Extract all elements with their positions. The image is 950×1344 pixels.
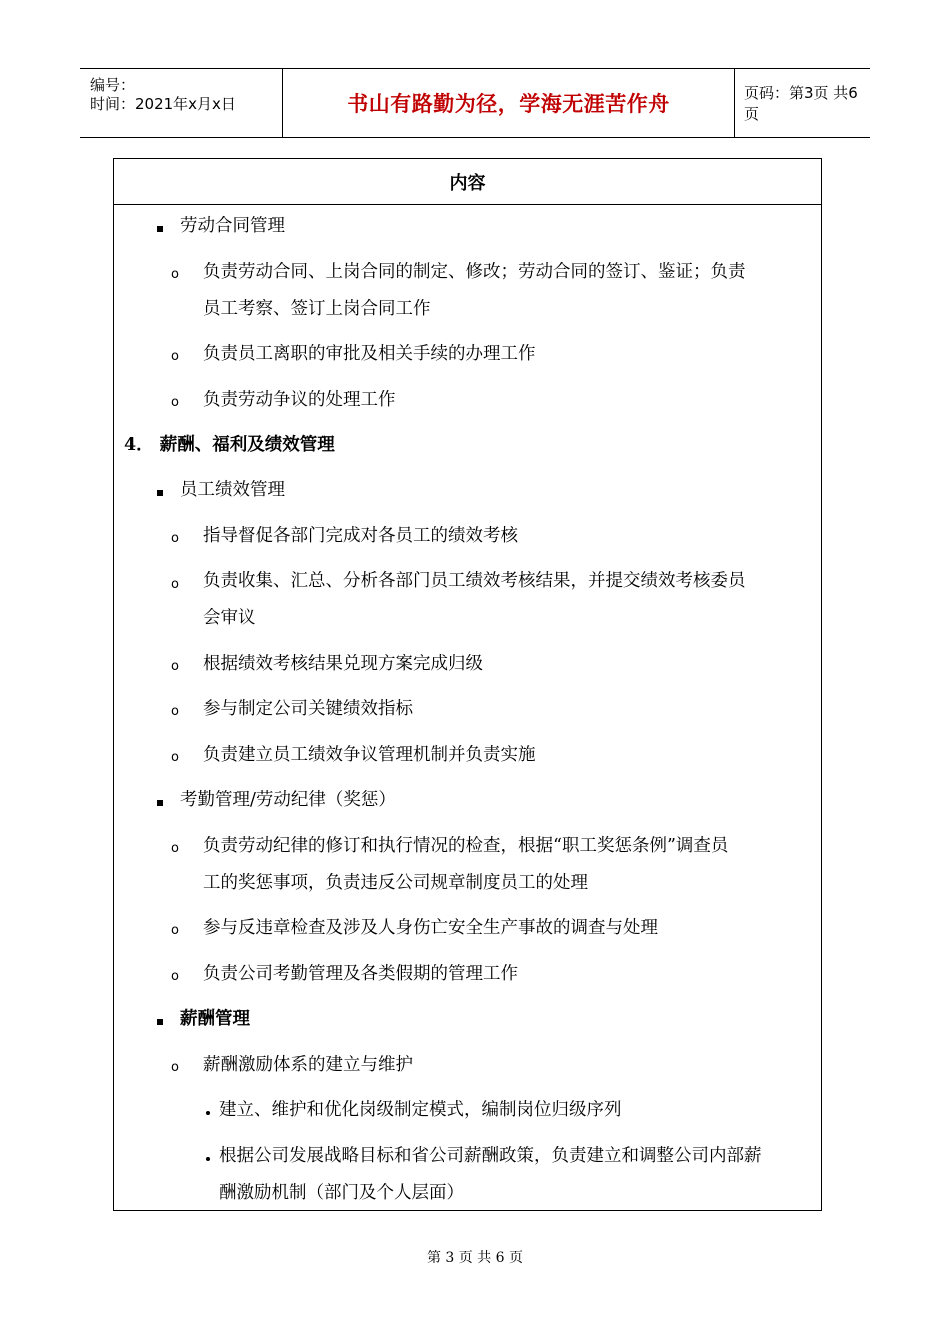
dot-bullet-icon — [206, 1157, 210, 1161]
circle-bullet-icon: o — [171, 267, 179, 282]
level2-item-cont: 工的奖惩事项，负责违反公司规章制度员工的处理 — [203, 873, 588, 893]
level2-item: 参与制定公司关键绩效指标 — [203, 699, 413, 719]
circle-bullet-icon: o — [171, 841, 179, 856]
level2-item-cont: 员工考察、签订上岗合同工作 — [203, 299, 431, 319]
level2-item: 根据绩效考核结果兑现方案完成归级 — [203, 654, 483, 674]
motto: 书山有路勤为径，学海无涯苦作舟 — [347, 92, 670, 116]
header-page-cell — [734, 69, 870, 137]
circle-bullet-icon: o — [171, 395, 179, 410]
section-heading: 4． 薪酬、福利及绩效管理 — [124, 435, 335, 455]
level1-item-bold: 薪酬管理 — [180, 1009, 250, 1029]
circle-bullet-icon: o — [171, 1060, 179, 1075]
level2-item: 指导督促各部门完成对各员工的绩效考核 — [203, 526, 518, 546]
level3-item: 建立、维护和优化岗级制定模式，编制岗位归级序列 — [219, 1100, 622, 1120]
level2-item: 负责收集、汇总、分析各部门员工绩效考核结果，并提交绩效考核委员 — [203, 571, 746, 591]
level3-item: 根据公司发展战略目标和省公司薪酬政策，负责建立和调整公司内部薪 — [219, 1146, 762, 1166]
level1-item: 劳动合同管理 — [180, 216, 285, 236]
content-table — [113, 158, 822, 1211]
header-meta-cell — [80, 69, 282, 137]
level2-item: 负责劳动争议的处理工作 — [203, 390, 396, 410]
level1-item: 员工绩效管理 — [180, 480, 285, 500]
document-number: 编号： — [90, 76, 136, 94]
square-bullet-icon — [157, 490, 163, 496]
level2-item-cont: 会审议 — [203, 608, 256, 628]
level2-item: 负责员工离职的审批及相关手续的办理工作 — [203, 344, 536, 364]
level2-item: 负责公司考勤管理及各类假期的管理工作 — [203, 964, 518, 984]
circle-bullet-icon: o — [171, 750, 179, 765]
level2-item: 负责劳动纪律的修订和执行情况的检查，根据“职工奖惩条例”调查员 — [203, 836, 729, 856]
document-time: 时间：2021年x月x日 — [90, 95, 236, 113]
table-head: 内容 — [114, 159, 821, 205]
circle-bullet-icon: o — [171, 577, 179, 592]
square-bullet-icon — [157, 226, 163, 232]
level2-item: 负责建立员工绩效争议管理机制并负责实施 — [203, 745, 536, 765]
circle-bullet-icon: o — [171, 531, 179, 546]
dot-bullet-icon — [206, 1111, 210, 1115]
square-bullet-icon — [157, 800, 163, 806]
circle-bullet-icon: o — [171, 349, 179, 364]
level2-item: 薪酬激励体系的建立与维护 — [203, 1055, 413, 1075]
square-bullet-icon — [157, 1019, 163, 1025]
header-motto-cell — [282, 69, 735, 137]
page-header — [80, 68, 870, 138]
level1-item: 考勤管理/劳动纪律（奖惩） — [180, 790, 396, 810]
circle-bullet-icon: o — [171, 704, 179, 719]
circle-bullet-icon: o — [171, 659, 179, 674]
circle-bullet-icon: o — [171, 923, 179, 938]
level2-item: 参与反违章检查及涉及人身伤亡安全生产事故的调查与处理 — [203, 918, 658, 938]
level2-item: 负责劳动合同、上岗合同的制定、修改；劳动合同的签订、鉴证；负责 — [203, 262, 746, 282]
level3-item-cont: 酬激励机制（部门及个人层面） — [219, 1183, 464, 1203]
page-footer: 第 3 页 共 6 页 — [426, 1250, 524, 1266]
circle-bullet-icon: o — [171, 969, 179, 984]
page-code: 页码：第3页 共6页 — [744, 84, 858, 123]
